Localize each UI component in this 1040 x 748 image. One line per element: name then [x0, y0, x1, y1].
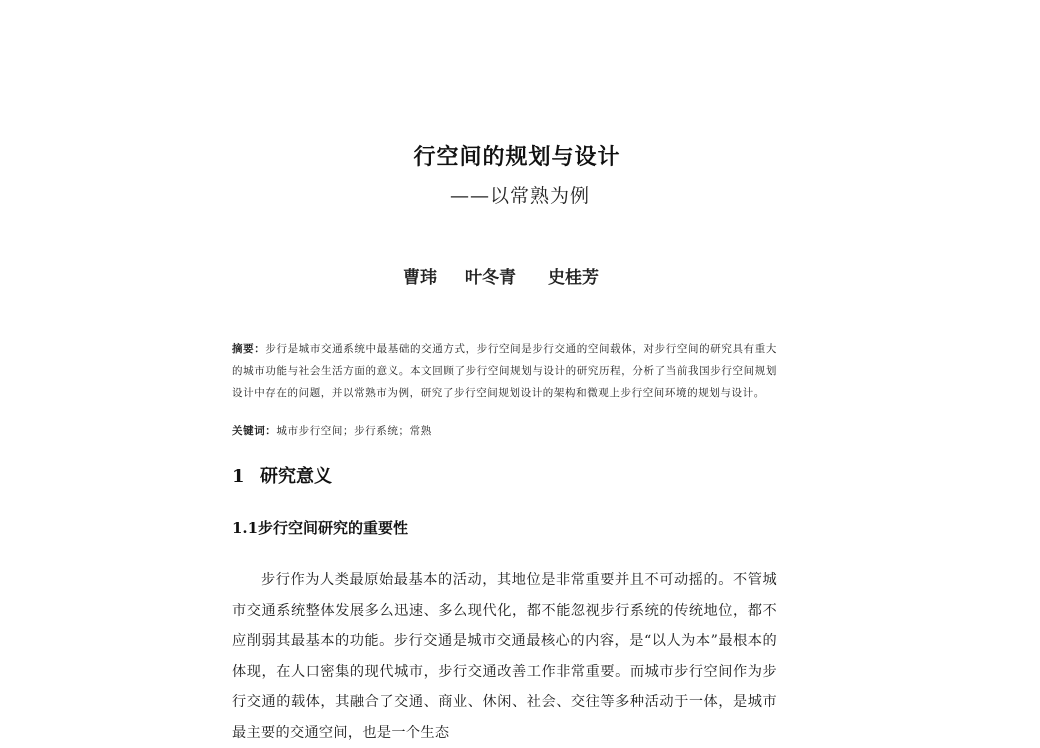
author-name: 曹玮: [403, 268, 437, 288]
paper-subtitle: ——以常熟为例: [449, 185, 590, 207]
paper-title: 行空间的规划与设计: [413, 145, 621, 170]
subsection-heading: [232, 517, 408, 538]
abstract-text: 步行是城市交通系统中最基础的交通方式，步行空间是步行交通的空间载体，对步行空间的研究具有重大的城市功能与社会生活方面的意义。本文回顾了步行空间规划与设计的研究历程，分析了当前我国步行空间规划设计中存在的问题，并以常熟市为例，研究了步行空间规划设计的架构和微观上步行空间环境的规划与设计。: [232, 343, 777, 399]
abstract-label: 摘要：: [232, 343, 266, 355]
section-title: 研究意义: [260, 466, 332, 487]
keywords-label: 关键词：: [232, 425, 277, 437]
author-name: 叶冬青: [465, 268, 516, 288]
subsection-title: 步行空间研究的重要性: [258, 519, 409, 537]
body-paragraph: 步行作为人类最原始最基本的活动，其地位是非常重要并且不可动摇的。不管城市交通系统整体发展多么迅速、多么现代化，都不能忽视步行系统的传统地位，都不应削弱其最基本的功能。步行交通是城市交通最核心的内容，是“以人为本”最根本的体现，在人口密集的现代城市，步行交通改善工作非常重要。而城市步行空间作为步行交通的载体，其融合了交通、商业、休闲、社会、交往等多种活动于一体，是城市最主要的交通空间，也是一个生态: [232, 572, 777, 741]
section-heading: [232, 462, 332, 488]
author-name: 史桂芳: [548, 268, 599, 288]
abstract: [232, 338, 777, 404]
keywords-text: 城市步行空间；步行系统；常熟: [276, 425, 432, 437]
subsection-number: 1.1: [232, 519, 259, 537]
keywords: [232, 420, 777, 442]
section-number: 1: [232, 466, 245, 487]
